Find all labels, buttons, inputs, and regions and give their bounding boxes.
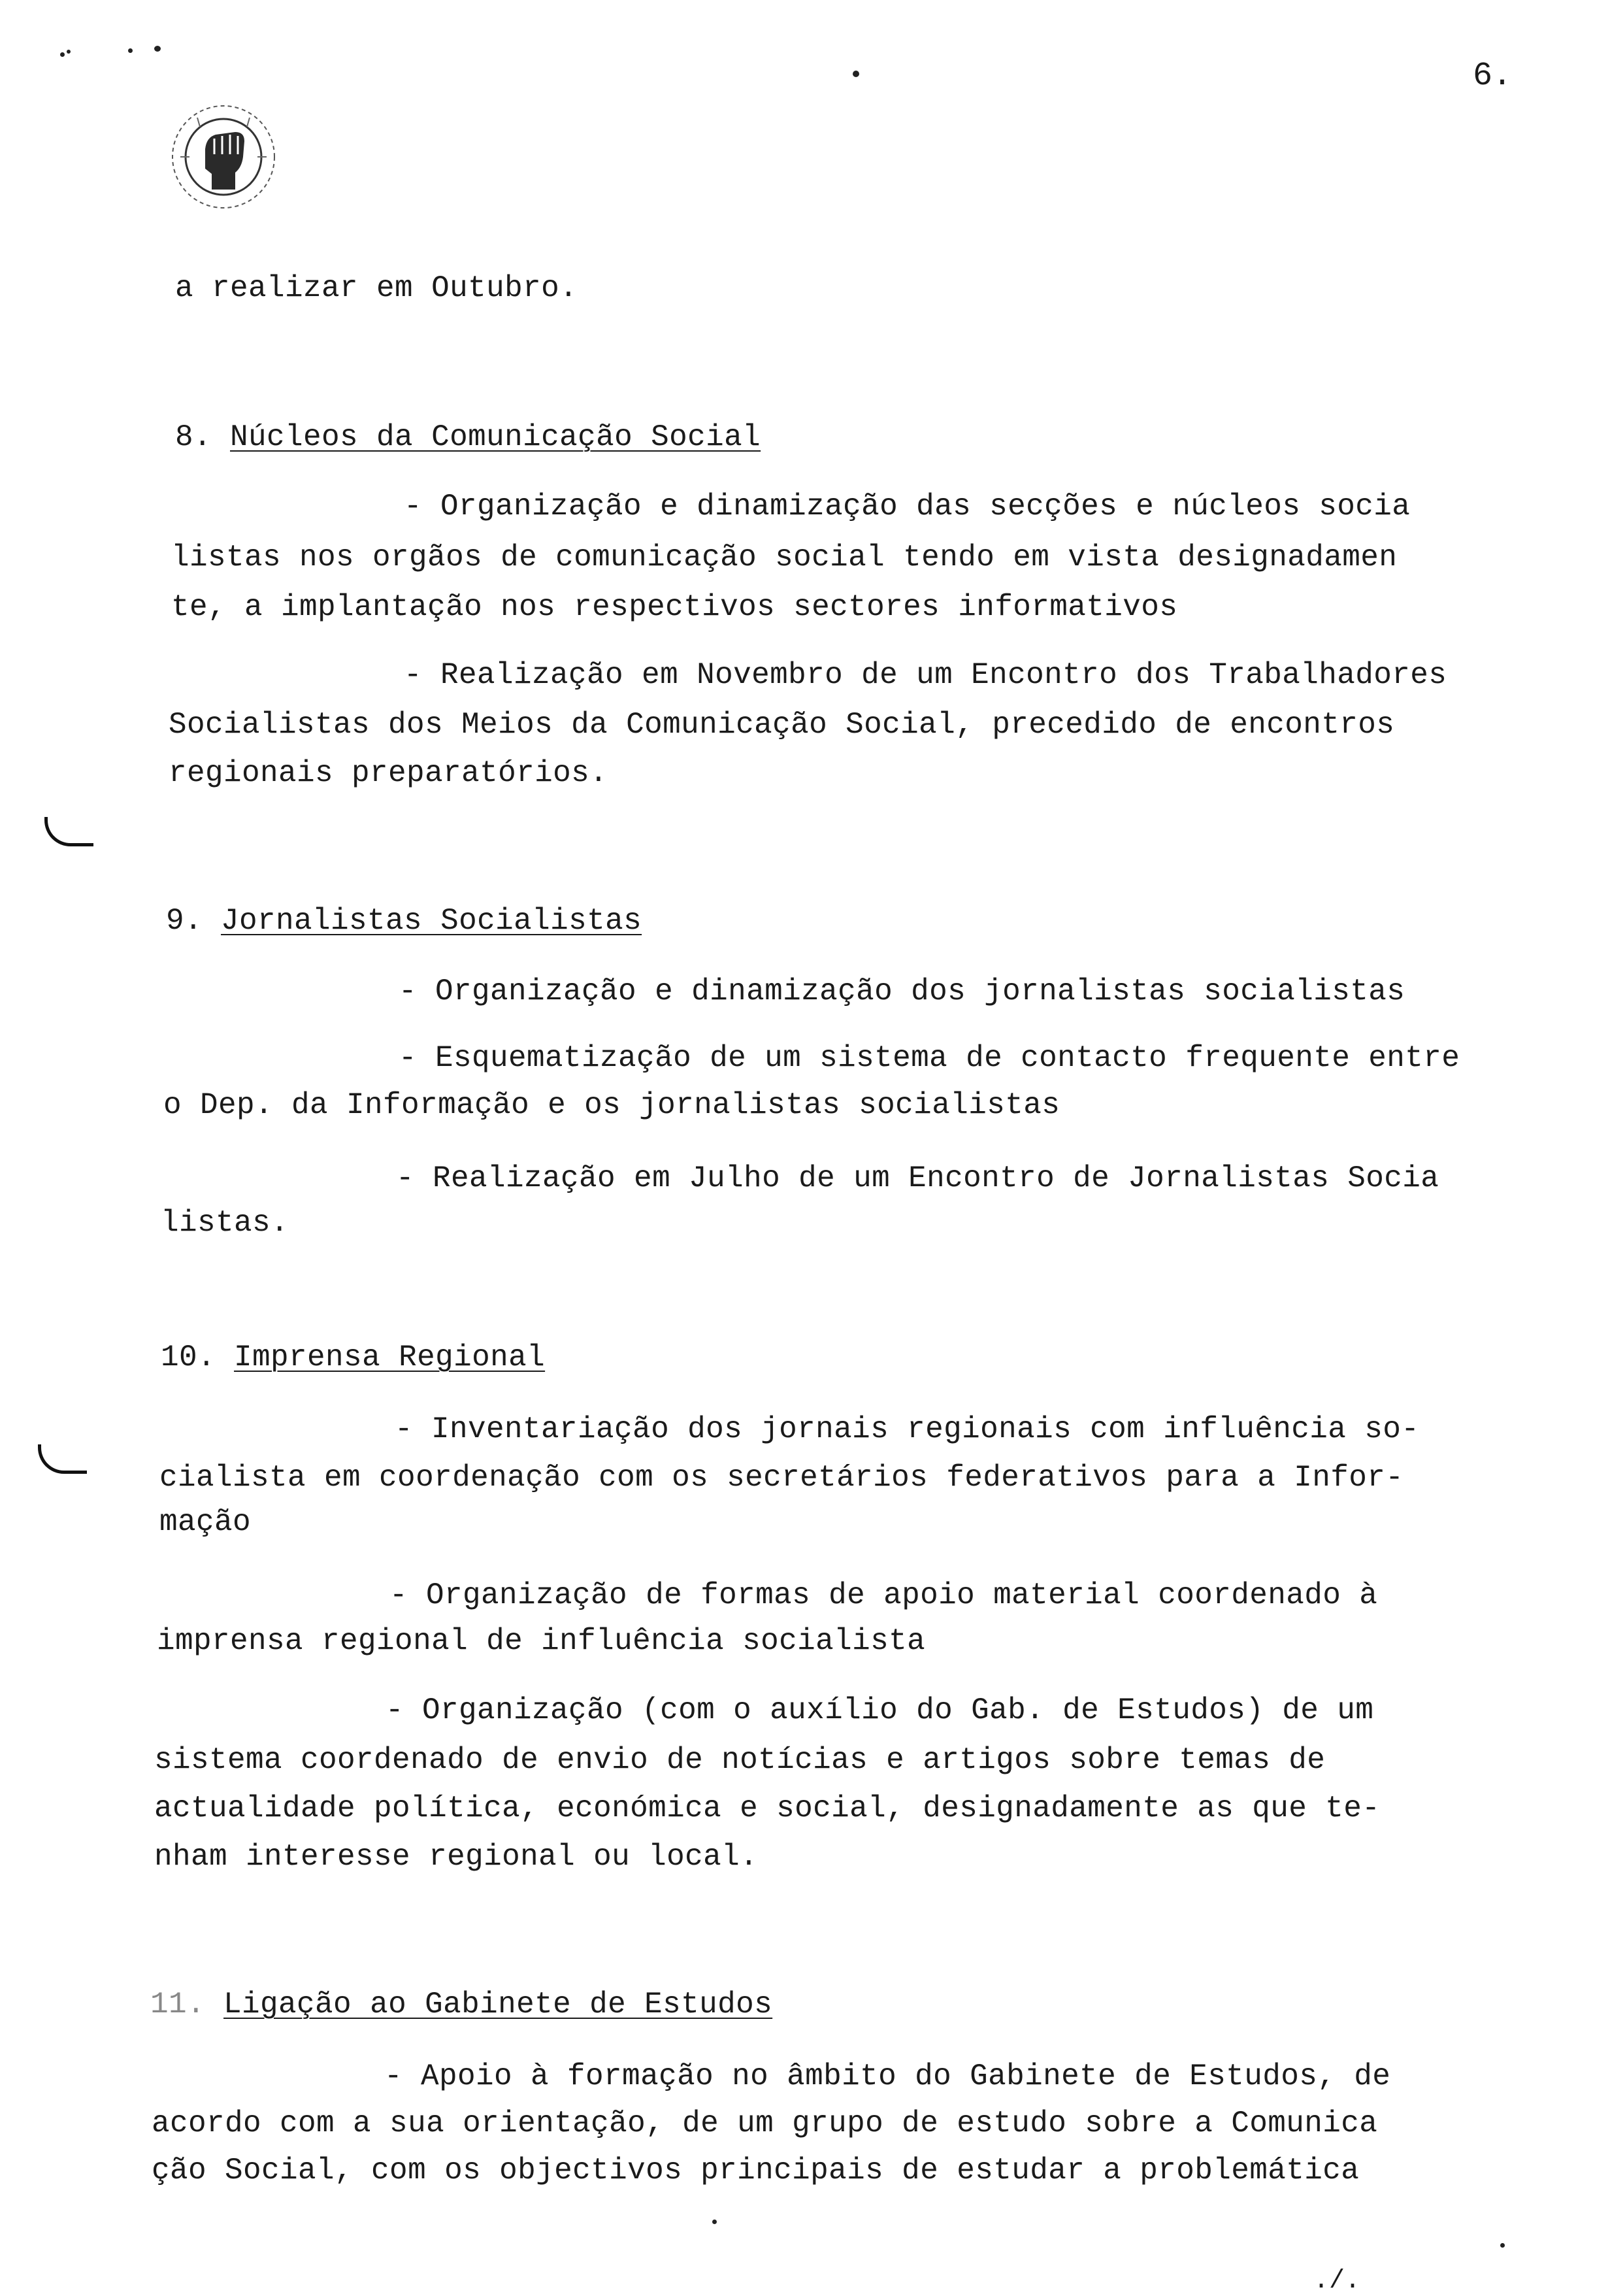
text-line: a realizar em Outubro. (175, 271, 578, 305)
margin-bracket-mark (38, 1444, 87, 1474)
text-line: - Organização de formas de apoio material coordenado à (389, 1578, 1378, 1612)
text-line: ção Social, com os objectivos principais de estudar a problemática (152, 2154, 1360, 2188)
text-line: - Inventariação dos jornais regionais com influência so- (395, 1412, 1420, 1446)
text-line: - Esquematização de um sistema de contacto frequente entre (399, 1041, 1460, 1075)
scan-speck (1500, 2243, 1505, 2248)
section-number-11: 11. (150, 1988, 206, 2021)
scan-speck (853, 71, 859, 77)
margin-bracket-mark (44, 817, 93, 846)
section-heading-10: 10. Imprensa Regional (161, 1340, 546, 1374)
text-line: - Organização (com o auxílio do Gab. de Estudos) de um (386, 1693, 1374, 1727)
scan-speck (60, 52, 65, 57)
scan-speck (67, 50, 71, 54)
text-line: imprensa regional de influência socialista (157, 1624, 926, 1658)
section-title-8: Núcleos da Comunicação Social (230, 420, 761, 454)
text-line: mação (159, 1505, 252, 1539)
text-line: o Dep. da Informação e os jornalistas socialistas (163, 1088, 1060, 1122)
text-line: cialista em coordenação com os secretários federativos para a Infor- (159, 1461, 1404, 1495)
text-line: - Realização em Novembro de um Encontro dos Trabalhadores (404, 658, 1447, 692)
text-line: acordo com a sua orientação, de um grupo de estudo sobre a Comunica (152, 2106, 1378, 2140)
text-line: actualidade política, económica e social, designadamente as que te- (154, 1791, 1381, 1825)
section-title-11: Ligação ao Gabinete de Estudos (223, 1988, 773, 2021)
text-line: listas nos orgãos de comunicação social tendo em vista designadamen (171, 541, 1398, 574)
text-line: listas. (161, 1206, 289, 1240)
text-line: - Organização e dinamização das secções e núcleos socia (404, 490, 1411, 524)
text-line: sistema coordenado de envio de notícias e artigos sobre temas de (154, 1743, 1326, 1777)
text-line: - Apoio à formação no âmbito do Gabinete de Estudos, de (384, 2059, 1391, 2093)
text-line: nham interesse regional ou local. (154, 1840, 759, 1874)
section-title-10: Imprensa Regional (234, 1340, 546, 1374)
text-line: Socialistas dos Meios da Comunicação Social, precedido de encontros (169, 708, 1395, 742)
text-line: regionais preparatórios. (169, 756, 608, 790)
text-line: - Realização em Julho de um Encontro de Jornalistas Socia (396, 1161, 1439, 1195)
section-heading-8: 8. Núcleos da Comunicação Social (175, 420, 761, 454)
scan-speck (154, 46, 161, 52)
party-logo-stamp-icon (152, 92, 321, 222)
section-title-9: Jornalistas Socialistas (221, 904, 642, 938)
scan-speck (712, 2220, 717, 2224)
text-line: te, a implantação nos respectivos sectores informativos (171, 590, 1178, 624)
section-heading-9: 9. Jornalistas Socialistas (166, 904, 642, 938)
section-heading-11 (150, 1989, 772, 2020)
text-line: - Organização e dinamização dos jornalistas socialistas (399, 974, 1405, 1008)
scan-speck (128, 48, 133, 53)
continuation-mark: ./. (1313, 2267, 1361, 2296)
page-number: 6. (1473, 58, 1513, 95)
